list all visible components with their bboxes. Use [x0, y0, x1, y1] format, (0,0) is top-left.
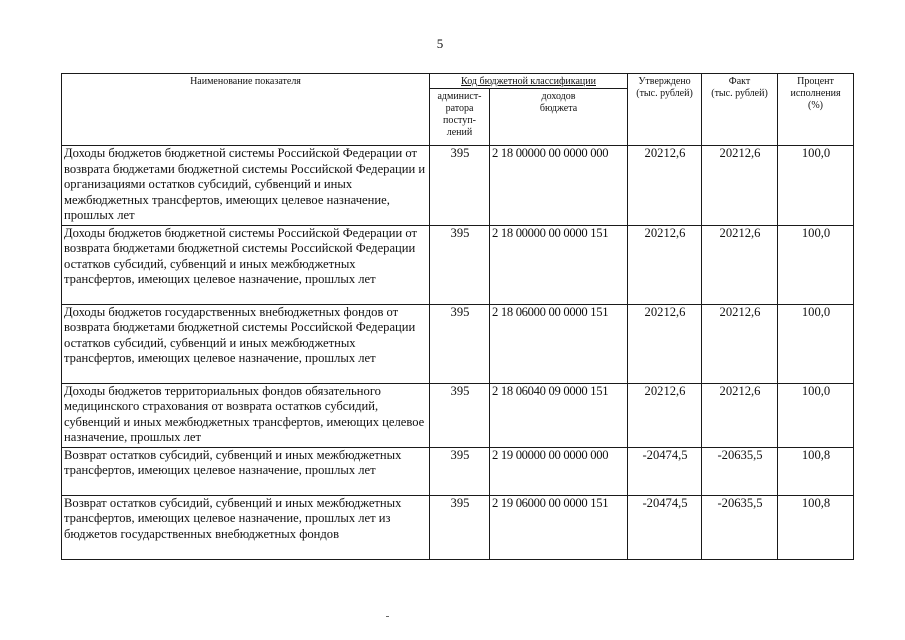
header-code-income-line: бюджета — [539, 103, 578, 114]
row-admin-code: 395 — [430, 383, 490, 447]
header-approved-line: (тыс. рублей) — [636, 88, 693, 99]
row-admin-code: 395 — [430, 447, 490, 495]
row-approved: 20212,6 — [628, 225, 702, 304]
header-approved — [628, 74, 702, 146]
row-percent: 100,0 — [778, 225, 854, 304]
row-percent: 100,0 — [778, 146, 854, 226]
table-row — [62, 383, 854, 447]
table-row — [62, 304, 854, 383]
row-approved: 20212,6 — [628, 383, 702, 447]
header-percent — [778, 74, 854, 146]
row-percent: 100,8 — [778, 495, 854, 559]
scan-speck — [386, 616, 389, 617]
row-admin-code: 395 — [430, 495, 490, 559]
table-row — [62, 495, 854, 559]
row-name: Возврат остатков субсидий, субвенций и иных межбюджетных трансфертов, имеющих целевое назначение, прошлых лет из бюджетов государственных внебюджетных фондов — [62, 495, 430, 559]
header-fact — [702, 74, 778, 146]
row-name: Доходы бюджетов бюджетной системы Российской Федерации от возврата бюджетами бюджетной системы Российской Федерации и организациями остатков субсидий, субвенций и иных межбюджетных трансфертов, имеющих целевое назначение, прошлых лет — [62, 146, 430, 226]
row-admin-code: 395 — [430, 146, 490, 226]
header-percent-line: исполнения — [790, 88, 841, 99]
table-row — [62, 225, 854, 304]
budget-income-table — [61, 73, 854, 560]
row-name: Доходы бюджетов государственных внебюджетных фондов от возврата бюджетами бюджетной системы Российской Федерации остатков субсидий, субвенций и иных межбюджетных трансфертов, имеющих целевое назначение, прошлых лет — [62, 304, 430, 383]
row-income-code: 2 18 06000 00 0000 151 — [490, 304, 628, 383]
header-name: Наименование показателя — [62, 74, 430, 146]
row-fact: 20212,6 — [702, 146, 778, 226]
header-code-group-label: Код бюджетной классификации — [461, 76, 596, 87]
row-name: Доходы бюджетов бюджетной системы Российской Федерации от возврата бюджетами бюджетной системы Российской Федерации остатков субсидий, субвенций и иных межбюджетных трансфертов, имеющих целевое назначение, прошлых лет — [62, 225, 430, 304]
row-percent: 100,0 — [778, 383, 854, 447]
header-code-group — [430, 74, 628, 89]
page-number: 5 — [436, 36, 444, 51]
row-income-code: 2 18 06040 09 0000 151 — [490, 383, 628, 447]
header-fact-line: (тыс. рублей) — [711, 88, 768, 99]
row-admin-code: 395 — [430, 304, 490, 383]
row-name: Доходы бюджетов территориальных фондов обязательного медицинского страхования от возврата остатков субсидий, субвенций и иных межбюджетных трансфертов, имеющих целевое назначение, прошлых лет — [62, 383, 430, 447]
row-approved: -20474,5 — [628, 447, 702, 495]
table-row — [62, 447, 854, 495]
header-code-admin — [430, 89, 490, 146]
row-income-code: 2 19 00000 00 0000 000 — [490, 447, 628, 495]
row-income-code: 2 19 06000 00 0000 151 — [490, 495, 628, 559]
header-fact-line: Факт — [728, 76, 751, 87]
header-percent-line: (%) — [808, 100, 824, 111]
row-approved: 20212,6 — [628, 146, 702, 226]
table-row — [62, 146, 854, 226]
row-fact: -20635,5 — [702, 495, 778, 559]
row-name: Возврат остатков субсидий, субвенций и иных межбюджетных трансфертов, имеющих целевое назначение, прошлых лет — [62, 447, 430, 495]
table-header — [62, 74, 854, 146]
row-fact: 20212,6 — [702, 383, 778, 447]
row-fact: 20212,6 — [702, 304, 778, 383]
header-code-admin-line: админист- — [437, 91, 482, 102]
header-percent-line: Процент — [797, 76, 834, 87]
row-income-code: 2 18 00000 00 0000 000 — [490, 146, 628, 226]
row-approved: 20212,6 — [628, 304, 702, 383]
header-code-income — [490, 89, 628, 146]
row-fact: -20635,5 — [702, 447, 778, 495]
row-percent: 100,8 — [778, 447, 854, 495]
header-code-income-line: доходов — [541, 91, 576, 102]
row-percent: 100,0 — [778, 304, 854, 383]
header-code-admin-line: ратора — [445, 103, 474, 114]
header-code-admin-line: лений — [446, 127, 473, 138]
header-code-admin-line: поступ- — [443, 115, 476, 126]
row-admin-code: 395 — [430, 225, 490, 304]
header-approved-line: Утверждено — [638, 76, 691, 87]
row-approved: -20474,5 — [628, 495, 702, 559]
row-income-code: 2 18 00000 00 0000 151 — [490, 225, 628, 304]
row-fact: 20212,6 — [702, 225, 778, 304]
